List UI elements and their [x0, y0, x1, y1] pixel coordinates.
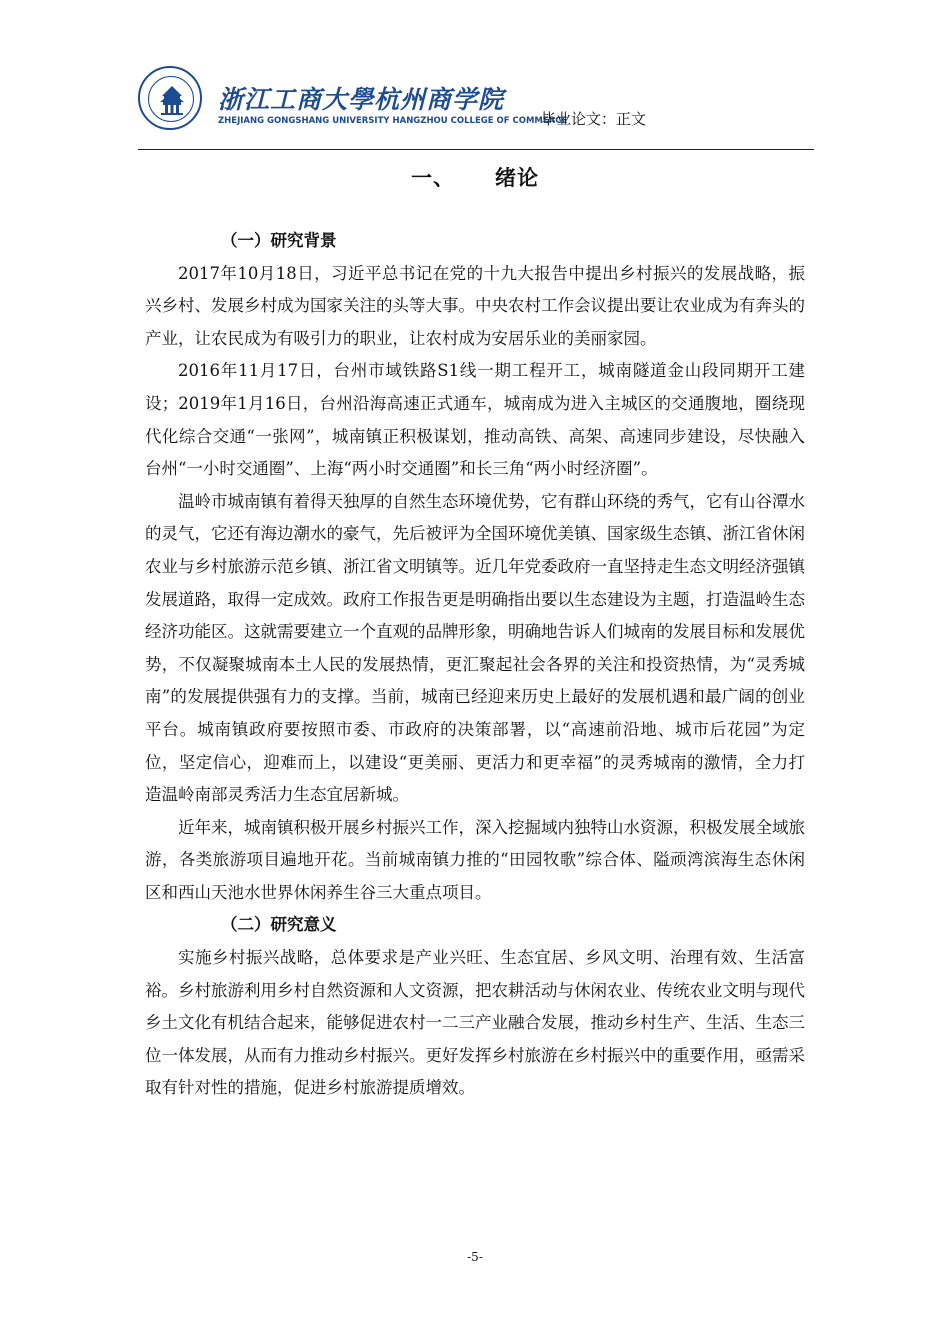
page-number: -5- — [467, 1250, 483, 1264]
document-section-label: 毕业论文：正文 — [541, 110, 647, 128]
body-paragraph: 近年来，城南镇积极开展乡村振兴工作，深入挖掘域内独特山水资源，积极发展全域旅游，各类旅游项目遍地开花。当前城南镇力推的“田园牧歌”综合体、隘顽湾滨海生态休闲区和西山天池水世界休闲养生谷三大重点项目。 — [145, 817, 805, 902]
chapter-number: 一、 — [411, 166, 455, 190]
school-name-en: ZHEJIANG GONGSHANG UNIVERSITY HANGZHOU COLLEGE OF COMMERCE — [218, 116, 568, 126]
document-body — [145, 225, 805, 1105]
header-divider — [138, 149, 814, 150]
page-header — [138, 66, 814, 150]
body-paragraph: 温岭市城南镇有着得天独厚的自然生态环境优势，它有群山环绕的秀气，它有山谷潭水的灵气，它还有海边潮水的豪气，先后被评为全国环境优美镇、国家级生态镇、浙江省休闲农业与乡村旅游示范乡镇、浙江省文明镇等。近几年党委政府一直坚持走生态文明经济强镇发展道路，取得一定成效。政府工作报告更是明确指出要以生态建设为主题，打造温岭生态经济功能区。这就需要建立一个直观的品牌形象，明确地告诉人们城南的发展目标和发展优势，不仅凝聚城南本土人民的发展热情，更汇聚起社会各界的关注和投资热情，为“灵秀城南”的发展提供强有力的支撑。当前，城南已经迎来历史上最好的发展机遇和最广阔的创业平台。城南镇政府要按照市委、市政府的决策部署，以“高速前沿地、城市后花园”为定位，坚定信心，迎难而上，以建设“更美丽、更活力和更幸福”的灵秀城南的激情，全力打造温岭南部灵秀活力生态宜居新城。 — [145, 491, 805, 805]
body-paragraph: 2016年11月17日，台州市域铁路S1线一期工程开工，城南隧道金山段同期开工建设；2019年1月16日，台州沿海高速正式通车，城南成为进入主城区的交通腹地，圈绕现代化综合交通“一张网”，城南镇正积极谋划，推动高铁、高架、高速同步建设，尽快融入台州“一小时交通圈”、上海“两小时交通圈”和长三角“两小时经济圈”。 — [145, 361, 805, 479]
chapter-title — [0, 162, 950, 192]
chapter-heading: 绪论 — [495, 166, 539, 190]
body-paragraph: 2017年10月18日，习近平总书记在党的十九大报告中提出乡村振兴的发展战略，振兴乡村、发展乡村成为国家关注的头等大事。中央农村工作会议提出要让农业成为有奔头的产业，让农民成为有吸引力的职业，让农村成为安居乐业的美丽家园。 — [145, 263, 805, 348]
school-name-cn: 浙江工商大學杭州商学院 — [218, 85, 505, 114]
university-seal-icon — [138, 66, 202, 130]
section-heading: （二）研究意义 — [221, 915, 337, 935]
section-heading: （一）研究背景 — [221, 231, 337, 250]
body-paragraph: 实施乡村振兴战略，总体要求是产业兴旺、生态宜居、乡风文明、治理有效、生活富裕。乡村旅游利用乡村自然资源和人文资源，把农耕活动与休闲农业、传统农业文明与现代乡土文化有机结合起来，能够促进农村一二三产业融合发展，推动乡村生产、生活、生态三位一体发展，从而有力推动乡村振兴。更好发挥乡村旅游在乡村振兴中的重要作用，亟需采取有针对性的措施，促进乡村旅游提质增效。 — [145, 948, 805, 1098]
